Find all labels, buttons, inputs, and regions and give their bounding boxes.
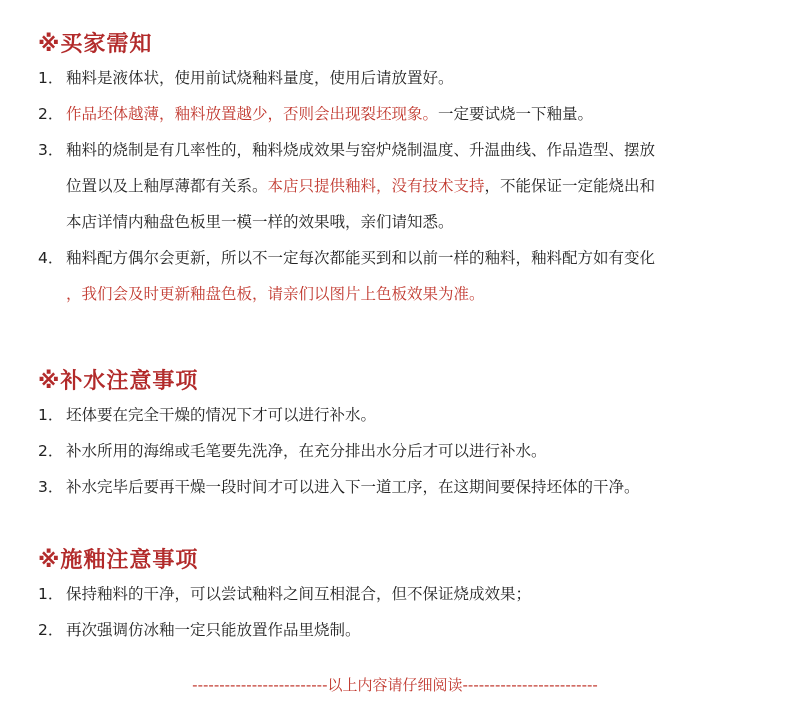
list-item-line: [38, 204, 768, 240]
section-buyer-notice: [38, 30, 768, 312]
list-item-line: [38, 96, 768, 132]
list-item-line: [38, 397, 768, 433]
section-glazing-notes: [38, 546, 768, 648]
item-text: 位置以及上釉厚薄都有关系。: [66, 177, 268, 195]
list-item-line: [38, 433, 768, 469]
list-item-line: [38, 276, 768, 312]
item-number: 1．: [38, 585, 64, 603]
item-text: 再次强调仿冰釉一定只能放置作品里烧制。: [66, 621, 361, 639]
item-number: 2．: [38, 105, 64, 123]
item-text: 补水所用的海绵或毛笔要先洗净，在充分排出水分后才可以进行补水。: [66, 442, 547, 460]
footer-read-carefully: -------------------------以上内容请仔细阅读-------------------------: [192, 676, 598, 694]
item-text: 坯体要在完全干燥的情况下才可以进行补水。: [66, 406, 377, 424]
item-number: 3．: [38, 478, 64, 496]
item-text: 一定要试烧一下釉量。: [438, 105, 594, 123]
item-text: 保持釉料的干净，可以尝试釉料之间互相混合，但不保证烧成效果；: [66, 585, 532, 603]
list-item-line: [38, 469, 768, 505]
item-number: 2．: [38, 621, 64, 639]
list-item-line: [38, 132, 768, 168]
section-heading: ※买家需知: [38, 32, 153, 57]
highlight-text: ，我们会及时更新釉盘色板，请亲们以图片上色板效果为准。: [66, 285, 485, 303]
item-number: 1．: [38, 69, 64, 87]
item-text: ，不能保证一定能烧出和: [484, 177, 656, 195]
item-text: 釉料的烧制是有几率性的，釉料烧成效果与窑炉烧制温度、升温曲线、作品造型、摆放: [66, 141, 656, 159]
item-text: 釉料是液体状，使用前试烧釉料量度，使用后请放置好。: [66, 69, 454, 87]
list-item-line: [38, 168, 768, 204]
section-heading: ※施釉注意事项: [38, 548, 199, 573]
section-heading: ※补水注意事项: [38, 369, 199, 394]
item-text: 补水完毕后要再干燥一段时间才可以进入下一道工序，在这期间要保持坯体的干净。: [66, 478, 640, 496]
highlight-text: 作品坯体越薄，釉料放置越少，否则会出现裂坯现象。: [66, 105, 439, 123]
section-water-notes: [38, 367, 768, 505]
list-item-line: [38, 60, 768, 96]
list-item-line: [38, 576, 768, 612]
item-number: 3．: [38, 141, 64, 159]
highlight-text: 本店只提供釉料，没有技术支持: [267, 177, 485, 195]
item-number: 1．: [38, 406, 64, 424]
item-text: 本店详情内釉盘色板里一模一样的效果哦，亲们请知悉。: [66, 213, 454, 231]
list-item-line: [38, 240, 768, 276]
item-text: 釉料配方偶尔会更新，所以不一定每次都能买到和以前一样的釉料，釉料配方如有变化: [66, 249, 656, 267]
item-number: 2．: [38, 442, 64, 460]
item-number: 4．: [38, 249, 64, 267]
list-item-line: [38, 612, 768, 648]
